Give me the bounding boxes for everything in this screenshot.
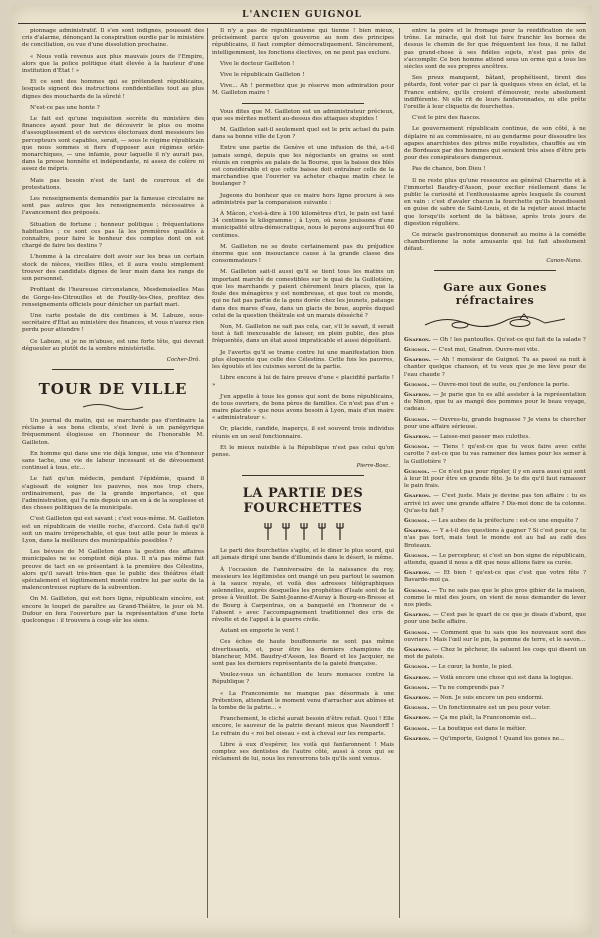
separator-rule [242,475,364,476]
dialogue-text: — Le percepteur, si c'est un bon signe de républicain, attendu, quand il nous a dit que nous allions faire sa curée. [404,552,586,566]
dialogue-line [404,553,586,567]
speaker-name: Gnafron. [404,433,431,440]
paragraph: Vive... Ah ! permettez que je réserve mon admiration pour M. Gailleton maire ! [212,83,394,97]
paragraph: Ces échos de haute bouffonnerie ne sont pas même divertissants, et, pour être les derniers champions du blancheur, MM. Baudry-d'Asson, les Board et les Jacquier, ne sont pas les derniers représentants de la gaieté française. [212,639,394,667]
paragraph: Et le mieux nuisible à la République n'est pas celui qu'on pense. [212,444,394,458]
paragraph: En homme qui dans une vie déjà longue, une vie d'honneur sans tache, une vie de labeur incessant et de dévouement continuel à tous, etc... [22,450,204,472]
signature: Pierre-Bosc. [356,463,390,470]
speaker-name: Guignol. [404,468,430,475]
dialogue-line [404,357,586,379]
speaker-name: Guignol. [404,725,430,732]
speaker-name: Guignol. [404,416,430,423]
dialogue-line [404,715,586,722]
speaker-name: Guignol. [404,684,430,691]
paragraph: Franchement, le cliché aurait besoin d'être refait. Quoi ! Elle encore, le sauveur de la patrie devant mieux que Naundorff ! Le refrain du « roi bel oiseau » est à cheval sur les remparts. [212,716,394,737]
dialogue-text: — Qu'importe, Guignol ! Quand les gones ne... [432,735,565,742]
speaker-name: Guignol. [404,552,430,559]
paragraph: Le fait qu'un médecin, pendant l'épidémie, quand il s'agissait de soigner les pauvres, nos nos trop chers, ordinairement, pas de la grande importance, et que l'administration, qui l'a mis depuis un an en à de la souplesse et des choses politiques de la municipale. [22,476,204,512]
dialogue-line [404,705,586,712]
dialogue-text: — Tu ne comprends pas ? [431,684,505,691]
speaker-name: Guignol. [404,705,430,712]
article-body [22,28,204,353]
dialogue-text: — Y a-t-il des questions à gagner ? Si c'est pour ça, tu n'as pas tort, mais tout le monde est au bal au café des Broteaux. [404,528,586,549]
speaker-name: Guignol. [404,444,430,451]
paragraph: Profitant de l'heureuse circonstance, Mesdemoiselles Mas de Gorge-les-Citrouilles et de Fouilly-les-Oies, profitez des renseignements officiels pour dénicher un parfait mari. [22,287,204,308]
separator-rule [434,270,556,271]
paragraph: Pas de chance, bon Dieu ! [412,166,486,173]
paragraph: Non, M. Gailleton ne sait pas cela, car, s'il le savait, il serait tout à fait inexcusable de laisser, en plein public, des plus fréquentés, dans un état aussi impraticable et aussi dégoûtant. [212,323,394,345]
ornament-icon [78,402,148,412]
paragraph: N'est-ce pas une honte ? [30,104,100,111]
dialogue-text: — Ça me plaît, la Franconomie est... [432,715,536,722]
dialogue-text: — Comment que tu sais que les nouveaux sont des ouvriers ! Mais l'œil sur le pin, la pomme de terre, et le savon... [404,629,586,643]
paragraph: C'est le pire des fiascos. [412,115,481,122]
paragraph: Libre à eux d'espérer, les voilà qui fanfaronnent ! Mais comptez ses dentistes de l'autre côté, aussi à ceux qui se réclament de lui, nous les renverrons tels qu'ils sont venus. [212,741,394,763]
separator-rule [242,103,364,104]
dialogue-line [404,588,586,610]
dialogue-line [404,392,586,414]
paragraph: Le fait est qu'une inquisition secrète du ministère des finances ayant pour but de découvrir le plus ou moins d'assouplissement et de services électoraux dont messieurs les percepteurs sont capables, serait, — sous le régime républicain que nous sommes si fiers d'opposer aux régimes orléo-monarchiques, — une infamie, pour laquelle il n'y aurait pas, dans la presse honnête et indépendante, ni assez de colère ni assez de mépris. [22,116,204,173]
speaker-name: Guignol. [404,629,430,636]
speaker-name: Gnafron. [404,493,431,500]
paragraph: pionnage administratif. Il s'en sont indignés, poussant des cris d'alarme, dénonçant la conspiration ourdie par le ministère de conciliation, ou vue d'une dissolution prochaine. [22,28,204,49]
header-rule [18,23,586,24]
paragraph: Le parti des fourchettes s'agite, et le diner le plus sourd, qui ait jamais dirigé une bande d'illuminés dans le désert, le même. [212,548,394,562]
column-divider [207,28,208,918]
dialogue-line [404,528,586,550]
paragraph: À Mâcon, c'est-à-dire à 100 kilomètres d'ici, le pain est taxé 34 centimes le kilogramme ; à Lyon, où nous jouissons d'une municipalité ultra-démocratique, nous le payons aujourd'hui 40 centimes. [212,211,394,239]
dialogue-text: — Un fonctionnaire est un peu pour voter. [431,705,551,712]
paragraph: Les bévues de M Gailleton dans la gestion des affaires municipales ne se comptent déjà plus. Il n'a pas même fait preuve de tact en se présentant à la première des Célestins, alors qu'il savait très-bien que le public des théâtres était spécialement et légitimement monté contre lui par suite de la malencontreuse rupture de la subvention. [22,549,204,592]
dialogue-text: — Les aubes de la préfecture : est-ce une enquête ? [431,517,579,524]
speaker-name: Guignol. [404,381,430,388]
speaker-name: Gnafron. [404,695,431,702]
speaker-name: Guignol. [404,587,430,594]
paragraph: L'homme à la circulaire doit avoir sur les bras un certain stock de nièces, vieilles filles, et il aura voulu simplement trouver des candidats dignes de leur main dans les rangs de son personnel. [22,254,204,283]
dialogue-line [404,417,586,431]
paragraph: Le gouvernement républicain continue, de son côté, à ne déplaire ni au commissaire, ni au gendarme pour dissoudre les agapes anarchistes des pitres mille royalistes, chauffés au vin de Bordeaux par des hommes qui seraient très aises d'être pris pour des conspirateurs dangereux. [404,126,586,162]
paragraph: Libre encore à lui de faire preuve d'une « placidité parfaite ! » [212,375,394,389]
dialogue-line [404,493,586,515]
paragraph: Vive le docteur Gailleton ! [220,60,295,67]
column-2 [212,28,394,920]
paragraph: Mais pas besoin n'est de tant de courroux et de protestations. [22,177,204,191]
dialogue-text: — Le cœur, la honte, le pied. [431,664,513,671]
paragraph: M. Gailleton sait-il aussi qu'il se tient tous les matins un important marché de comestibles sur le quai de la Guillotière, que les marchands y paient chèrement leurs places, que la foule des ménagères y est nombreuse, et que tout ce monde, qui ne fait pas partie de la gens dorée chez les jeunets, patauge dans des mares d'eau, dans un glacis de boue, auprès duquel celui de la question théâtrale est un marais désséché ? [212,269,394,319]
paragraph: C'est Gailleton qui est savant ; c'est vous-même. M. Gailleton est un républicain de vieille roche, d'accord. Cela fait-il qu'il soit un maire irréprochable, et que tout aille pour le mieux à Lyon, dans la meilleure des municipalités possibles ? [22,516,204,544]
dialogue-text: — Laisse-moi passer mes culottes. [432,433,530,440]
paragraph: À l'occasion de l'anniversaire de la naissance du roy, messieurs les légitimistes ont mangé un peu partout le saumon à la sauce royale, et voilà des adresses télégraphiques solennelles, auprès desquelles les prophéties d'Isaïe sont de la prose à Veuillot. De Saint-Jeanne-d'Auray à Bourg-en-Bresse et de Bourg à Carpentras, on a banqueté en l'honneur de « l'absent » avec l'accompagnement traditionnel des cris de révolte et de l'appel à la guerre civile. [212,566,394,623]
paragraph: entre la poire et le fromage pour la réédification de son trône. Le miracle, qui doit lui faire franchir les bornes de dessus le chemin de fer que fréquentent les fous, il ne fallut pas grand-chose à ses fidèles sujets, n'est pas près de s'accomplir. Ce bon homme attend sous un orme qui a tous les siècles sont de ses propres ancêtres. [404,28,586,71]
paragraph: M. Gailleton ne se doute certainement pas du préjudice énorme que son insouciance cause à la grande classe des consommateurs ! [212,243,394,265]
dialogue [404,337,586,743]
paragraph: Ses preux manquent, bâtant, prophétisent, tirent des pétards, font voter par ci par là quelques vives en éclat, et la France entière, qu'ils croient d'émouvoir, reste absolument indifférente. Ni elle rit de leurs fanfaronnades, ni elle prête l'oreille à leur cliquetis de fourchettes. [404,75,586,111]
paragraph: Et ce sont des hommes qui se prétendent républicains, lesquels signent des instructions confidentielles tout au plus dignes des mouchards de la sûreté ! [22,79,204,100]
paragraph: Une carte postale de dix centimes à M. Labuze, sous-secrétaire d'État au ministère des finances, et vous n'aurez rien perdu pour attendre ! [22,312,204,334]
dialogue-text: — Tiens ! qu'est-ce que tu veux faire avec cette carotte ? est-ce que tu vas ramener des lames pour les semer à la Guillotière ? [404,444,586,465]
dialogue-line [404,685,586,692]
dialogue-text: — Ouvres-tu, grande bugnasse ? Je viens te chercher pour une affaire sérieuse. [404,416,586,430]
dialogue-line [404,570,586,584]
dialogue-line [404,612,586,626]
paragraph: Ce miracle gastronomique donnerait au moins à la comédie chambordienne la note amusante qui lui fait absolument défaut. [404,232,586,253]
dialogue-text: — Tu ne sais pas que le plus gros gibier de la maison, comme le miel des jours, on vient de nous demander de lever nos pieds. [404,587,586,608]
speaker-name: Gnafron. [404,735,431,742]
speaker-name: Gnafron. [404,336,431,343]
column-3 [404,28,586,920]
paragraph: M. Gailleton sait-il seulement quel est le prix actuel du pain dans sa bonne ville de Lyon ? [212,127,394,141]
article-body [22,418,204,625]
dialogue-text: — Oh ! les pantoufles. Qu'est-ce qui fait de la salade ? [432,336,586,343]
paragraph: Il n'y a pas de républicanisme qui tienne ! bien mieux, précisément parce qu'on gouverne au nom des principes républicains, il faut compter démocratiquement. Sincèrement, intelligemment, les fonctions électives, on ne peut pas exclure. [212,28,394,56]
dialogue-text: — Je parie que tu es allé assister à la représentation de Ninon, que tu as mangé des pommes pour le beau voyage, cadeau. [404,391,586,413]
article-body [404,28,586,254]
separator-rule [52,369,174,370]
paragraph: Vous dites que M. Gailleton est un administrateur précieux, que ses mérites mettent au-dessus des attaques stupides ! [212,108,394,122]
speaker-name: Gnafron. [404,674,431,681]
dialogue-text: — Chez le pêcheur, ils saluent les coqs qui disent un mot de patois. [404,647,586,661]
dialogue-text: — Voilà encore une chose qui est dans la logique. [432,674,573,681]
paragraph: J'en appelle à tous les gones qui sont de bons républicains, de tous ouvriers, de bons pères de familles. Ce n'est pas d'un « maire placide » que nous avons besoin à Lyon, mais d'un maire « administrateur ». [212,393,394,422]
dialogue-line [404,337,586,344]
speaker-name: Gnafron. [404,612,431,619]
paragraph: « La Franconomie ne manque pas désormais à une Prétention, attendant le moment venu d'arracher aux abîmes et la tombe de la patrie... » [212,690,394,712]
running-title: L'ANCIEN GUIGNOL [242,10,362,20]
article-body [212,548,394,763]
speaker-name: Gnafron. [404,715,431,722]
dialogue-line [404,675,586,682]
speaker-name: Guignol. [404,346,430,353]
paragraph: On M. Gailleton, qui est hors ligne, républicain sincère, est encore le toupet de paraître au Grand-Théâtre, le jour où M. Dufour en fera l'ouverture par la représentation d'une forte quelconque : il trouvera à coup sûr les siens. [22,596,204,624]
paragraph: Vive le républicain Gailleton ! [220,72,305,79]
paragraph: Ce Labuze, si je ne m'abuse, est une forte tête, qui devrait dégueuler au plutôt de la sombre ministérielle. [22,338,204,352]
dialogue-text: — Ouvre-moi tout de suite, ou j'enfonce la porte. [431,381,570,388]
dialogue-line [404,444,586,466]
column-divider [399,28,400,918]
paragraph: Les renseignements demandés par la fameuse circulaire ne sont pas autres que les renseignements nécessaires à l'avancement des préposés. [22,196,204,217]
forks-illustration-icon [258,520,348,542]
paragraph: Un journal du matin, qui se marchande pas d'ordinaire la réclame à ses bons clients, s'est livré à un panégyrique fréquemment élogieuse en l'honneur de l'honorable M. Gailleton. [22,417,204,446]
dialogue-text: — Ah ! monsieur de Guignol. Tu as passé sa nuit à chanter quelque chanson, et tu veux que je me lève pour de l'eau chaude ? [404,357,586,378]
dialogue-text: — C'est juste. Mais je devine pas ton affaire : tu es arrivé ici avec une grande affaire ? Dis-moi donc de ta colonne. Qu'as-tu fait ? [404,493,586,514]
column-1 [22,28,204,920]
dialogue-text: — Et bien ! qu'est-ce que c'est que votre fête ? Bavarde-moi ça. [404,570,586,584]
dialogue-line [404,518,586,525]
section-title-partie-fourchettes: LA PARTIE DES FOURCHETTES [242,486,364,517]
paragraph: « Nous voilà revenus aux plus mauvais jours de l'Empire, alors que la police politique était élevée à la hauteur d'une institution d'État ! » [22,53,204,75]
paragraph: Jugeons du bonheur que ce maire hors ligne procure à ses administrés par la comparaison suivante : [212,192,394,206]
dialogue-line [404,382,586,389]
speaker-name: Gnafron. [404,647,431,653]
paragraph: Voulez-vous un échantillon de leurs menaces contre la République ? [212,672,394,686]
signature: Cocher-Drô. [166,356,200,363]
signature: Canon-Nano. [546,257,582,264]
dialogue-line [404,647,586,661]
dialogue-text: — C'est moi, Gnafron. Ouvre-moi vite. [431,346,540,353]
paragraph: Je l'avertis qu'il se trame contre lui une manifestation bien plus éloquente que celle des Célestins. Cette fois les pauvres, les égoutés et les cuisines seront de la partie. [212,349,394,370]
dialogue-text: — C'est pas le quart de ce que je disais d'abord, que pour une belle affaire. [404,612,586,626]
speaker-name: Gnafron. [404,391,431,398]
dialogue-line [404,695,586,702]
dialogue-line [404,469,586,491]
dialogue-line [404,347,586,354]
speaker-name: Guignol. [404,664,430,671]
dialogue-line [404,434,586,441]
dialogue-line [404,726,586,733]
speaker-name: Gnafron. [404,357,431,364]
speaker-name: Gnafron. [404,570,431,577]
article-body [212,109,394,460]
paragraph: Situation de fortune ; honneur politique ; fréquentations habituelles ; ce sont ces pas là les premières qualités à connaître, pour faire le bonheur des comptes dont on est chargé de faire les destins ? [22,221,204,250]
paragraph: Or, placide, candide, inaperçu, il est souvent trois individus réunis en un seul fonctionnaire. [212,426,394,440]
paragraph: Autant en emporte le vent ! [220,628,299,635]
newspaper-page [12,6,592,934]
dialogue-text: — Non. Je suis encore un peu endormi. [432,695,544,702]
section-title-gare-aux-gones: Gare aux Gones réfractaires [443,280,547,307]
section-title-tour-de-ville: TOUR DE VILLE [38,379,188,398]
dialogue-line [404,664,586,671]
dog-tracks-illustration-icon [420,311,570,331]
dialogue-line [404,736,586,743]
dialogue-text: — Ce n'est pas pour rigoler, il y en aura aussi qui sont à leur lit pour être en grande fête. Je te dis qu'il faut ramasser le pain frais. [404,468,586,490]
dialogue-line [404,630,586,644]
dialogue-text: — La boutique est dans le métier. [431,725,527,732]
paragraph: Il ne reste plus qu'une ressource au général Charrette et à l'immortel Baudry-d'Asson, pour exciter réellement dans le public la curiosité et l'enthousiasme après lesquels ils courent en vain : c'est d'avaler chacun la fourchette qu'ils brandissent en guise de sabre de Saint-Louis, et de la rejeter aussi intacte que lorsqu'ils sortent de la bâtisse, après trois jours de digestion régulière. [404,177,586,227]
article-body [212,28,394,98]
speaker-name: Gnafron. [404,528,431,535]
speaker-name: Guignol. [404,517,430,524]
paragraph: Entre une partie de Genève et une infusion de thé, a-t-il jamais songé, depuis que les négociants en grains se sont réunis en congrès au palais de la Bourse, que la baisse des blés est considérable et que cette baisse doit entraîner celle de la marchandise que l'ouvrier va acheter chaque matin chez le boulanger ? [212,145,394,188]
